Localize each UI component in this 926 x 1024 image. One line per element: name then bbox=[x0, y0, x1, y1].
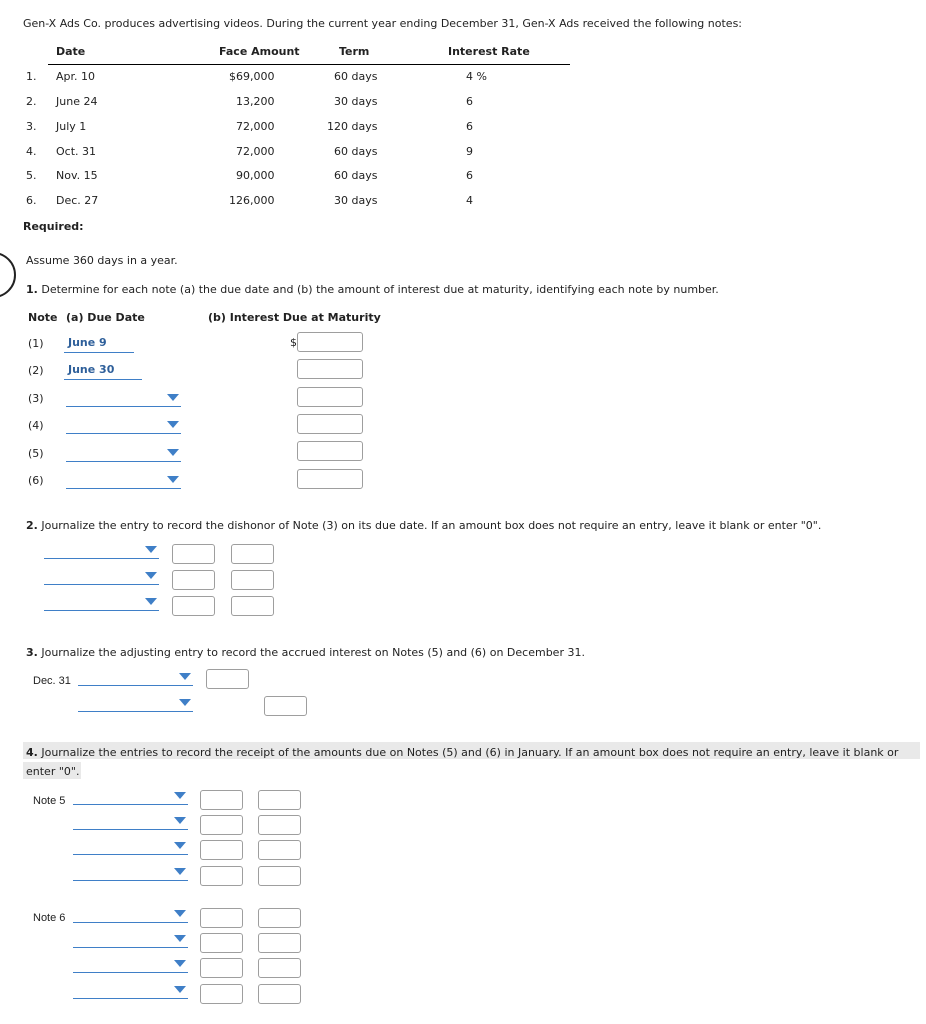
header-term: Term bbox=[339, 45, 370, 58]
row-amount: 72,000 bbox=[236, 145, 275, 158]
chevron-down-icon bbox=[174, 960, 186, 967]
interest-input-1[interactable] bbox=[297, 332, 363, 352]
q3-prompt bbox=[26, 646, 585, 659]
row-rate: 4 bbox=[466, 194, 473, 207]
due-date-select-6[interactable] bbox=[66, 474, 181, 489]
row-number: 6. bbox=[26, 194, 37, 207]
q1-row-label: (5) bbox=[28, 447, 44, 460]
row-number: 4. bbox=[26, 145, 37, 158]
assume-text: Assume 360 days in a year. bbox=[26, 254, 178, 267]
row-number: 2. bbox=[26, 95, 37, 108]
chevron-down-icon bbox=[174, 868, 186, 875]
row-rate: 9 bbox=[466, 145, 473, 158]
chevron-down-icon bbox=[174, 935, 186, 942]
q1-row-label: (2) bbox=[28, 364, 44, 377]
q2-debit-input-1[interactable] bbox=[172, 544, 215, 564]
row-amount: $69,000 bbox=[229, 70, 275, 83]
q4-text: Journalize the entries to record the receipt of the amounts due on Notes (5) and (6) in January. If an amount box does not require an entry, leave it blank or bbox=[41, 746, 899, 759]
row-date: June 24 bbox=[56, 95, 98, 108]
chevron-down-icon bbox=[174, 842, 186, 849]
q1-due-date-answer: June 30 bbox=[68, 363, 115, 376]
row-rate: 6 bbox=[466, 169, 473, 182]
row-amount: 90,000 bbox=[236, 169, 275, 182]
q4-note5-credit-input-1[interactable] bbox=[258, 790, 301, 810]
chevron-down-icon bbox=[145, 572, 157, 579]
q4-note6-credit-input-2[interactable] bbox=[258, 933, 301, 953]
row-number: 3. bbox=[26, 120, 37, 133]
chevron-down-icon bbox=[174, 817, 186, 824]
chevron-down-icon bbox=[179, 699, 191, 706]
q4-note6-account-select-3[interactable] bbox=[73, 958, 188, 973]
q2-number: 2. bbox=[26, 519, 38, 532]
q4-note6-debit-input-3[interactable] bbox=[200, 958, 243, 978]
header-interest-rate: Interest Rate bbox=[448, 45, 530, 58]
q4-note5-debit-input-1[interactable] bbox=[200, 790, 243, 810]
q1-row-label: (3) bbox=[28, 392, 44, 405]
interest-input-3[interactable] bbox=[297, 387, 363, 407]
q4-note6-debit-input-4[interactable] bbox=[200, 984, 243, 1004]
q4-note6-account-select-2[interactable] bbox=[73, 933, 188, 948]
q3-date-label: Dec. 31 bbox=[33, 675, 71, 687]
q4-note5-debit-input-4[interactable] bbox=[200, 866, 243, 886]
q4-note5-account-select-2[interactable] bbox=[73, 815, 188, 830]
interest-input-6[interactable] bbox=[297, 469, 363, 489]
q3-credit-input-2[interactable] bbox=[264, 696, 307, 716]
q2-debit-input-2[interactable] bbox=[172, 570, 215, 590]
interest-input-5[interactable] bbox=[297, 441, 363, 461]
q2-credit-input-1[interactable] bbox=[231, 544, 274, 564]
q4-number: 4. bbox=[26, 746, 38, 759]
row-term: 120 days bbox=[327, 120, 378, 133]
row-amount: 13,200 bbox=[236, 95, 275, 108]
chevron-down-icon bbox=[167, 421, 179, 428]
row-term: 30 days bbox=[334, 194, 378, 207]
row-rate: 4 % bbox=[466, 70, 487, 83]
q1-row-label: (4) bbox=[28, 419, 44, 432]
q1-row-label: (6) bbox=[28, 474, 44, 487]
q4-note5-account-select-3[interactable] bbox=[73, 840, 188, 855]
q1-number: 1. bbox=[26, 283, 38, 296]
q2-text: Journalize the entry to record the dishonor of Note (3) on its due date. If an amount box does not require an entry, leave it blank or enter "0". bbox=[41, 519, 822, 532]
q2-credit-input-2[interactable] bbox=[231, 570, 274, 590]
col-due-date: (a) Due Date bbox=[66, 311, 145, 324]
q4-note5-credit-input-3[interactable] bbox=[258, 840, 301, 860]
q3-account-select-1[interactable] bbox=[78, 671, 193, 686]
row-number: 1. bbox=[26, 70, 37, 83]
intro-text: Gen-X Ads Co. produces advertising videos. During the current year ending December 31, Gen-X Ads received the following notes: bbox=[23, 17, 743, 30]
q2-prompt bbox=[26, 519, 821, 532]
q4-prompt-line2: enter "0". bbox=[26, 765, 80, 778]
q4-note6-credit-input-1[interactable] bbox=[258, 908, 301, 928]
chevron-down-icon bbox=[145, 598, 157, 605]
note5-label: Note 5 bbox=[33, 795, 66, 807]
q2-account-select-3[interactable] bbox=[44, 596, 159, 611]
chevron-down-icon bbox=[174, 792, 186, 799]
q4-note5-debit-input-2[interactable] bbox=[200, 815, 243, 835]
q4-note5-debit-input-3[interactable] bbox=[200, 840, 243, 860]
q4-prompt bbox=[26, 746, 898, 759]
row-rate: 6 bbox=[466, 95, 473, 108]
q1-due-date-answer: June 9 bbox=[68, 336, 107, 349]
row-date: Dec. 27 bbox=[56, 194, 99, 207]
q2-debit-input-3[interactable] bbox=[172, 596, 215, 616]
due-date-select-3[interactable] bbox=[66, 392, 181, 407]
row-amount: 72,000 bbox=[236, 120, 275, 133]
q3-text: Journalize the adjusting entry to record the accrued interest on Notes (5) and (6) on December 31. bbox=[41, 646, 585, 659]
row-number: 5. bbox=[26, 169, 37, 182]
q4-note5-account-select-4[interactable] bbox=[73, 866, 188, 881]
row-term: 60 days bbox=[334, 145, 378, 158]
table-header-rule bbox=[48, 64, 570, 65]
q2-credit-input-3[interactable] bbox=[231, 596, 274, 616]
q4-note6-account-select-1[interactable] bbox=[73, 908, 188, 923]
chevron-down-icon bbox=[167, 394, 179, 401]
header-date: Date bbox=[56, 45, 86, 58]
chevron-down-icon bbox=[174, 910, 186, 917]
row-term: 60 days bbox=[334, 169, 378, 182]
required-label: Required: bbox=[23, 220, 84, 233]
q4-note6-debit-input-1[interactable] bbox=[200, 908, 243, 928]
interest-input-2[interactable] bbox=[297, 359, 363, 379]
due-date-underline bbox=[64, 352, 134, 353]
row-date: Apr. 10 bbox=[56, 70, 96, 83]
q3-account-select-2[interactable] bbox=[78, 697, 193, 712]
header-face-amount: Face Amount bbox=[219, 45, 300, 58]
due-date-underline bbox=[64, 379, 142, 380]
q4-note6-debit-input-2[interactable] bbox=[200, 933, 243, 953]
q4-note6-credit-input-4[interactable] bbox=[258, 984, 301, 1004]
due-date-select-4[interactable] bbox=[66, 419, 181, 434]
q3-debit-input-1[interactable] bbox=[206, 669, 249, 689]
due-date-select-5[interactable] bbox=[66, 447, 181, 462]
q4-note6-credit-input-3[interactable] bbox=[258, 958, 301, 978]
row-date: Nov. 15 bbox=[56, 169, 98, 182]
note6-label: Note 6 bbox=[33, 912, 66, 924]
q1-row-label: (1) bbox=[28, 337, 44, 350]
col-note: Note bbox=[28, 311, 58, 324]
q4-note5-account-select-1[interactable] bbox=[73, 790, 188, 805]
q4-note5-credit-input-4[interactable] bbox=[258, 866, 301, 886]
q4-note5-credit-input-2[interactable] bbox=[258, 815, 301, 835]
chevron-down-icon bbox=[179, 673, 191, 680]
question-marker-circle bbox=[0, 252, 16, 298]
col-interest-due: (b) Interest Due at Maturity bbox=[208, 311, 381, 324]
chevron-down-icon bbox=[167, 449, 179, 456]
row-amount: 126,000 bbox=[229, 194, 275, 207]
q1-text: Determine for each note (a) the due date and (b) the amount of interest due at maturity, identifying each note by number. bbox=[41, 283, 719, 296]
row-term: 30 days bbox=[334, 95, 378, 108]
row-rate: 6 bbox=[466, 120, 473, 133]
dollar-sign: $ bbox=[290, 336, 297, 349]
chevron-down-icon bbox=[167, 476, 179, 483]
q1-prompt bbox=[26, 283, 719, 296]
row-date: July 1 bbox=[56, 120, 87, 133]
chevron-down-icon bbox=[145, 546, 157, 553]
row-date: Oct. 31 bbox=[56, 145, 97, 158]
chevron-down-icon bbox=[174, 986, 186, 993]
q3-number: 3. bbox=[26, 646, 38, 659]
q4-note6-account-select-4[interactable] bbox=[73, 984, 188, 999]
q2-account-select-1[interactable] bbox=[44, 544, 159, 559]
q2-account-select-2[interactable] bbox=[44, 570, 159, 585]
interest-input-4[interactable] bbox=[297, 414, 363, 434]
row-term: 60 days bbox=[334, 70, 378, 83]
